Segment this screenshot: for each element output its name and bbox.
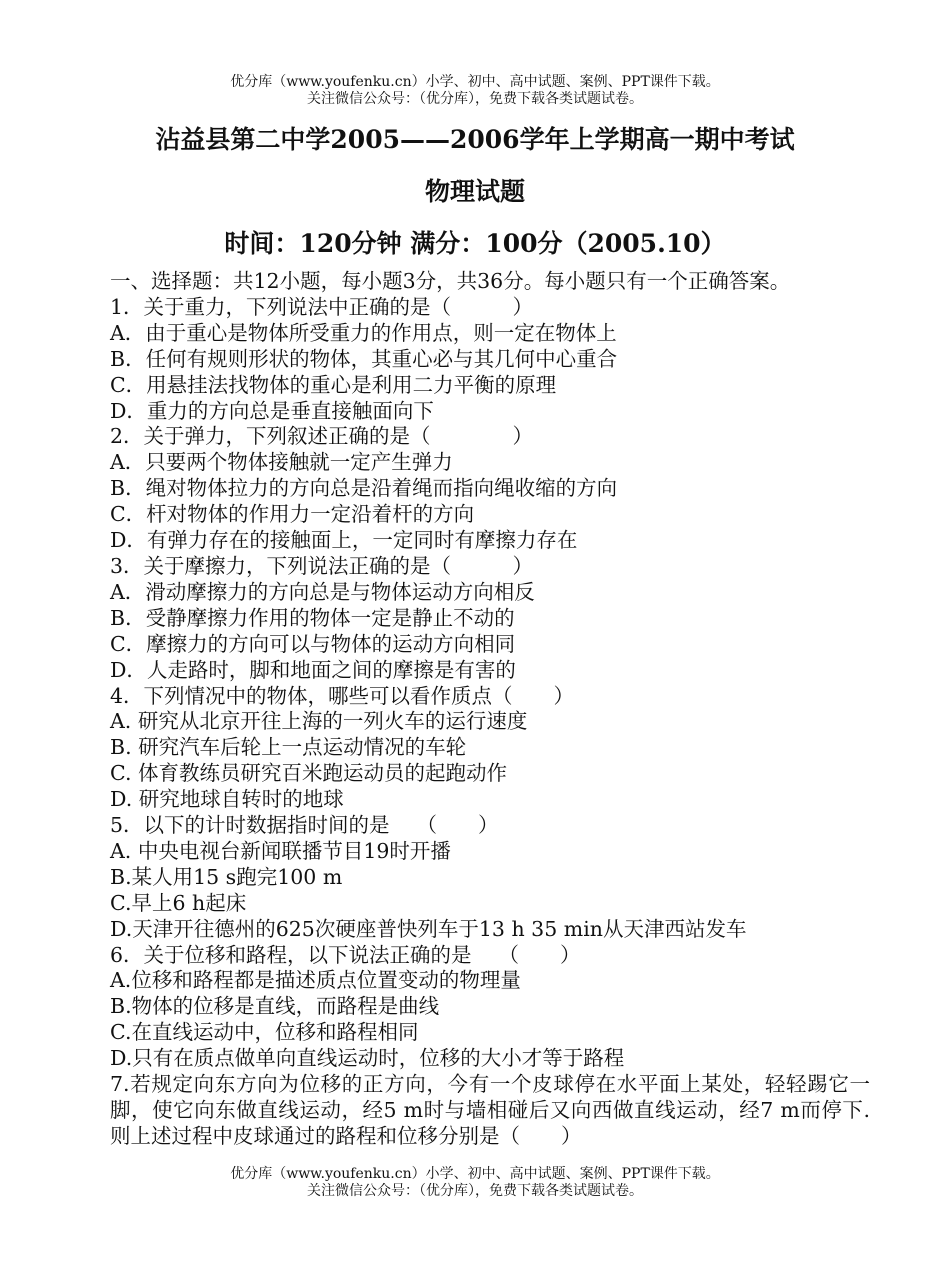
question-2 [110, 424, 870, 554]
option-c: C．摩擦力的方向可以与物体的运动方向相同 [110, 631, 516, 656]
option-b: B．绳对物体拉力的方向总是沿着绳而指向绳收缩的方向 [110, 476, 618, 501]
option-d: D．人走路时，脚和地面之间的摩擦是有害的 [110, 657, 516, 682]
question-4 [110, 684, 870, 814]
section-heading: 一、选择题：共12小题，每小题3分，共36分。每小题只有一个正确答案。 [110, 269, 791, 293]
footer-line-2: 关注微信公众号：（优分库），免费下载各类试题试卷。 [307, 1183, 643, 1199]
option-b: B．受静摩擦力作用的物体一定是静止不动的 [110, 605, 515, 630]
option-a: A．只要两个物体接触就一定产生弹力 [110, 450, 453, 475]
header-line-2: 关注微信公众号：（优分库），免费下载各类试题试卷。 [307, 91, 643, 107]
option-a: A．由于重心是物体所受重力的作用点，则一定在物体上 [110, 320, 617, 345]
option-a: A. 研究从北京开往上海的一列火车的运行速度 [110, 709, 528, 734]
question-1 [110, 295, 870, 425]
question-6 [110, 943, 870, 1073]
question-7: 7.若规定向东方向为位移的正方向，今有一个皮球停在水平面上某处，轻轻踢它一脚，使它向东做直线运动，经5 m时与墙相碰后又向西做直线运动，经7 m而停下.则上述过程中皮球通过的路程和位移分别是（ ） [110, 1072, 870, 1148]
option-d: D．重力的方向总是垂直接触面向下 [110, 398, 434, 423]
option-b: B.某人用15 s跑完100 m [110, 864, 343, 889]
option-c: C. 体育教练员研究百米跑运动员的起跑动作 [110, 761, 507, 786]
option-b: B．任何有规则形状的物体，其重心必与其几何中心重合 [110, 346, 618, 371]
question-stem: 6．关于位移和路程，以下说法正确的是 （ ） [110, 942, 581, 967]
option-d: D.只有在质点做单向直线运动时，位移的大小才等于路程 [110, 1046, 625, 1071]
subject-title: 物理试题 [424, 177, 525, 206]
exam-info: 时间：120分钟 满分：100分（2005.10） [224, 229, 726, 258]
question-stem: 1．关于重力，下列说法中正确的是（ ） [110, 294, 534, 319]
question-stem: 5．以下的计时数据指时间的是 （ ） [110, 813, 499, 838]
page-header [0, 74, 950, 108]
header-line-1: 优分库（www.youfenku.cn）小学、初中、高中试题、案例、PPT课件下载。 [230, 74, 720, 90]
footer-line-1: 优分库（www.youfenku.cn）小学、初中、高中试题、案例、PPT课件下载。 [230, 1166, 720, 1182]
option-c: C．用悬挂法找物体的重心是利用二力平衡的原理 [110, 372, 557, 397]
option-a: A. 中央电视台新闻联播节目19时开播 [110, 838, 451, 863]
question-5 [110, 813, 870, 943]
option-c: C.早上6 h起床 [110, 890, 247, 915]
exam-title: 沾益县第二中学2005——2006学年上学期高一期中考试 [155, 125, 795, 154]
page-footer [0, 1166, 950, 1200]
option-c: C.在直线运动中，位移和路程相同 [110, 1020, 419, 1045]
question-stem: 4．下列情况中的物体，哪些可以看作质点（ ） [110, 683, 575, 708]
option-a: A．滑动摩擦力的方向总是与物体运动方向相反 [110, 579, 535, 604]
option-d: D. 研究地球自转时的地球 [110, 787, 344, 812]
option-c: C．杆对物体的作用力一定沿着杆的方向 [110, 502, 475, 527]
option-b: B.物体的位移是直线，而路程是曲线 [110, 994, 440, 1019]
option-b: B. 研究汽车后轮上一点运动情况的车轮 [110, 735, 467, 760]
option-d: D.天津开往德州的625次硬座普快列车于13 h 35 min从天津西站发车 [110, 916, 747, 941]
option-a: A.位移和路程都是描述质点位置变动的物理量 [110, 968, 521, 993]
question-stem: 3．关于摩擦力，下列说法正确的是（ ） [110, 553, 534, 578]
question-3 [110, 554, 870, 684]
exam-body [110, 269, 870, 1150]
question-stem: 2．关于弹力，下列叙述正确的是（ ） [110, 424, 534, 449]
option-d: D．有弹力存在的接触面上，一定同时有摩擦力存在 [110, 528, 578, 553]
